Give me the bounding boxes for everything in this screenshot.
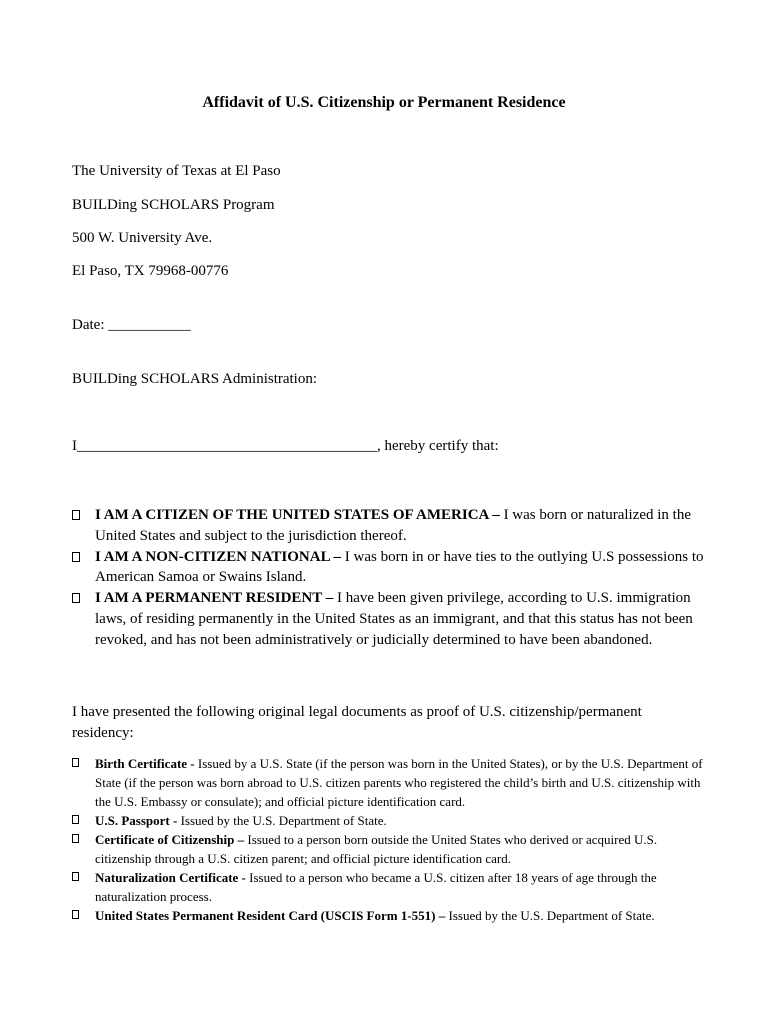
document-passport — [72, 811, 712, 830]
document-title: Certificate of Citizenship – — [95, 832, 245, 847]
salutation: BUILDing SCHOLARS Administration: — [72, 371, 318, 387]
document-permanent-resident-card — [72, 906, 712, 925]
document-title: United States Permanent Resident Card (USCIS Form 1-551) – — [95, 908, 446, 923]
checkbox[interactable] — [72, 834, 79, 843]
document-description: Issued by the U.S. Department of State. — [445, 908, 655, 923]
document-description: Issued to a person who became a U.S. citizen after 18 years of age through the naturalization process. — [95, 870, 657, 904]
address-line-3: 500 W. University Ave. — [72, 230, 213, 246]
status-option-citizen — [72, 505, 712, 547]
document-title: U.S. Passport - — [95, 813, 178, 828]
status-option-non-citizen-national — [72, 547, 712, 589]
checkbox[interactable] — [72, 758, 79, 767]
status-option-title: I AM A CITIZEN OF THE UNITED STATES OF AMERICA – — [95, 507, 500, 523]
checkbox[interactable] — [72, 872, 79, 881]
document-title: Birth Certificate - — [95, 756, 195, 771]
page-title: Affidavit of U.S. Citizenship or Permanent Residence — [202, 94, 566, 111]
address-line-2: BUILDing SCHOLARS Program — [72, 197, 275, 213]
status-options-list — [72, 505, 712, 651]
checkbox[interactable] — [72, 815, 79, 824]
checkbox[interactable] — [72, 910, 79, 919]
checkbox[interactable] — [72, 593, 80, 603]
certify-line[interactable]: I________________________________________, hereby certify that: — [72, 438, 499, 454]
status-option-permanent-resident — [72, 588, 712, 650]
document-birth-certificate — [72, 754, 712, 811]
status-option-title: I AM A PERMANENT RESIDENT – — [95, 590, 334, 607]
status-option-title: I AM A NON-CITIZEN NATIONAL – — [95, 548, 342, 565]
status-option-description: I was born in or have ties to the outlying U.S possessions to American Samoa or Swains Island. — [95, 548, 704, 586]
document-naturalization-certificate — [72, 868, 712, 906]
date-field[interactable]: Date: ___________ — [72, 317, 191, 333]
status-option-description: I was born or naturalized in the United States and subject to the jurisdiction thereof. — [95, 507, 691, 544]
document-certificate-of-citizenship — [72, 830, 712, 868]
address-line-1: The University of Texas at El Paso — [72, 163, 281, 179]
status-option-description: I have been given privilege, according to U.S. immigration laws, of residing permanently in the United States as an immigrant, and that this status has not been revoked, and has not been administratively or judicially determined to have been abandoned. — [95, 590, 693, 648]
checkbox[interactable] — [72, 552, 80, 562]
document-description: Issued to a person born outside the United States who derived or acquired U.S. citizenship through a U.S. citizen parent; and official picture identification card. — [95, 832, 658, 866]
document-description: Issued by the U.S. Department of State. — [177, 813, 387, 828]
documents-list — [72, 754, 712, 925]
address-line-4: El Paso, TX 79968-00776 — [72, 263, 229, 279]
proof-intro: I have presented the following original legal documents as proof of U.S. citizenship/permanent residency: — [72, 704, 642, 741]
checkbox[interactable] — [72, 510, 80, 520]
document-title: Naturalization Certificate - — [95, 870, 246, 885]
document-description: Issued by a U.S. State (if the person was born in the United States), or by the U.S. Department of State (if the person was born abroad to U.S. citizen parents who registered the child’s birth and U.S. citizenship with the U.S. Embassy or consulate); and official picture identification card. — [95, 756, 703, 809]
